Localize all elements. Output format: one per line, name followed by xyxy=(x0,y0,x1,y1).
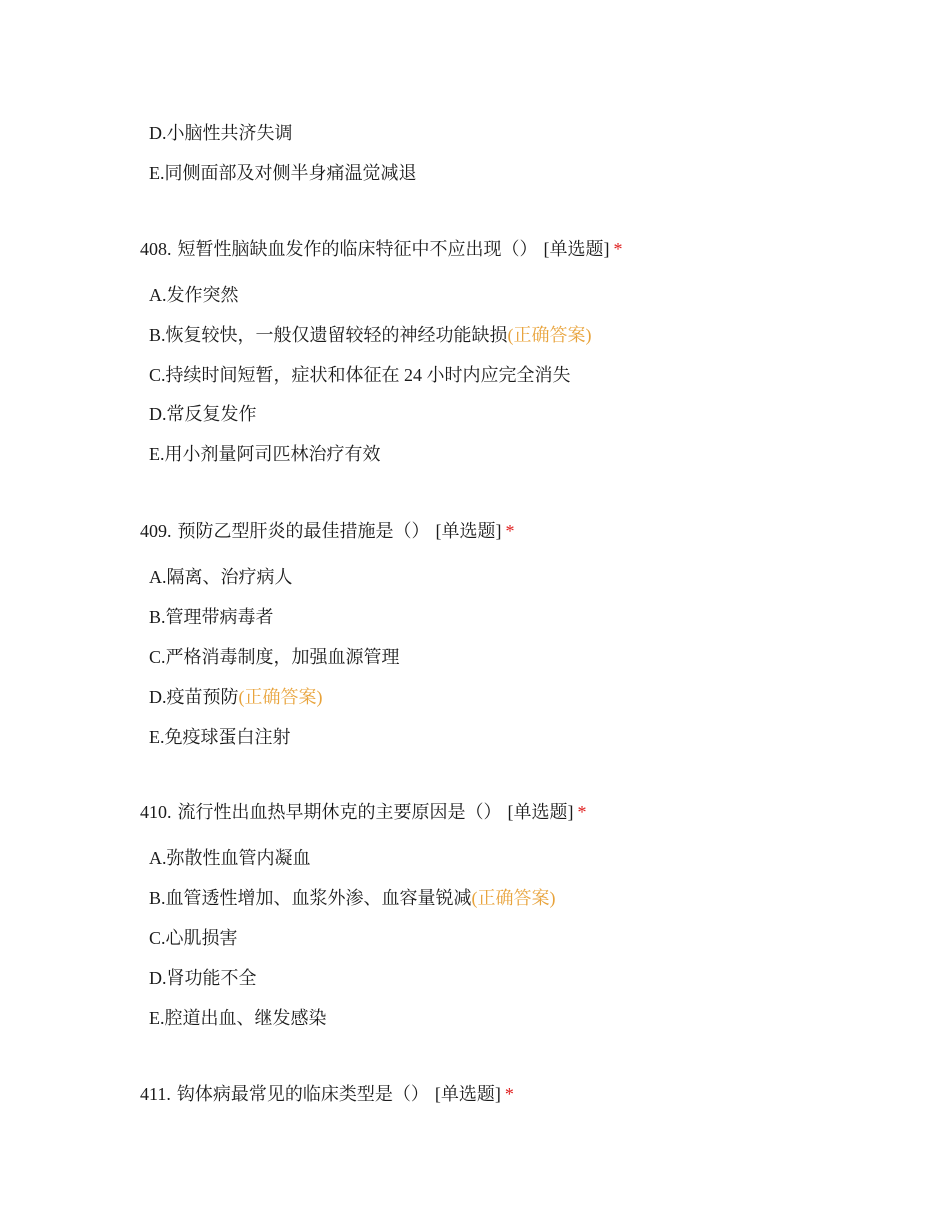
correct-answer-tag: (正确答案) xyxy=(471,888,556,908)
option-text: E.免疫球蛋白注射 xyxy=(149,727,291,747)
required-mark: * xyxy=(613,239,623,259)
question-title xyxy=(140,1082,514,1106)
option-text: E.腔道出血、继发感染 xyxy=(149,1008,327,1028)
option-text: A.发作突然 xyxy=(149,285,239,305)
option-text: E.用小剂量阿司匹林治疗有效 xyxy=(149,444,381,464)
question-text: 短暂性脑缺血发作的临床特征中不应出现（） xyxy=(177,239,538,259)
option-a xyxy=(149,846,311,870)
option-b xyxy=(149,605,274,629)
option-text: E.同侧面部及对侧半身痛温觉减退 xyxy=(149,163,417,183)
option-d xyxy=(149,402,257,426)
question-number: 411. xyxy=(140,1084,171,1104)
option-e xyxy=(149,1006,327,1030)
question-type: [单选题] xyxy=(435,521,502,541)
option-e xyxy=(149,725,291,749)
option-text: B.恢复较快，一般仅遗留较轻的神经功能缺损 xyxy=(149,325,508,345)
option-d xyxy=(149,966,257,990)
option-a xyxy=(149,565,293,589)
option-c xyxy=(149,926,238,950)
question-type: [单选题] xyxy=(543,239,610,259)
option-text: A.隔离、治疗病人 xyxy=(149,567,293,587)
question-type: [单选题] xyxy=(507,802,574,822)
option-e xyxy=(149,161,417,185)
question-number: 410. xyxy=(140,802,172,822)
option-b xyxy=(149,323,592,347)
option-text: D.肾功能不全 xyxy=(149,968,257,988)
option-e xyxy=(149,442,381,466)
required-mark: * xyxy=(505,521,515,541)
option-d xyxy=(149,121,293,145)
question-number: 409. xyxy=(140,521,172,541)
option-c xyxy=(149,363,571,387)
option-a xyxy=(149,283,239,307)
question-number: 408. xyxy=(140,239,172,259)
correct-answer-tag: (正确答案) xyxy=(238,687,323,707)
option-text: C.心肌损害 xyxy=(149,928,238,948)
question-title xyxy=(140,800,587,824)
option-text: B.血管透性增加、血浆外渗、血容量锐减 xyxy=(149,888,472,908)
option-text: D.常反复发作 xyxy=(149,404,257,424)
option-d xyxy=(149,685,323,709)
question-text: 钩体病最常见的临床类型是（） xyxy=(176,1084,429,1104)
correct-answer-tag: (正确答案) xyxy=(507,325,592,345)
option-text: C.严格消毒制度，加强血源管理 xyxy=(149,647,400,667)
option-c xyxy=(149,645,400,669)
question-title xyxy=(140,519,515,543)
option-text: D.疫苗预防 xyxy=(149,687,239,707)
required-mark: * xyxy=(577,802,587,822)
question-text: 流行性出血热早期休克的主要原因是（） xyxy=(177,802,502,822)
required-mark: * xyxy=(504,1084,514,1104)
question-title xyxy=(140,237,623,261)
option-text: C.持续时间短暂，症状和体征在 24 小时内应完全消失 xyxy=(149,365,571,385)
option-text: D.小脑性共济失调 xyxy=(149,123,293,143)
question-type: [单选题] xyxy=(434,1084,501,1104)
question-text: 预防乙型肝炎的最佳措施是（） xyxy=(177,521,430,541)
option-text: A.弥散性血管内凝血 xyxy=(149,848,311,868)
option-text: B.管理带病毒者 xyxy=(149,607,274,627)
option-b xyxy=(149,886,556,910)
